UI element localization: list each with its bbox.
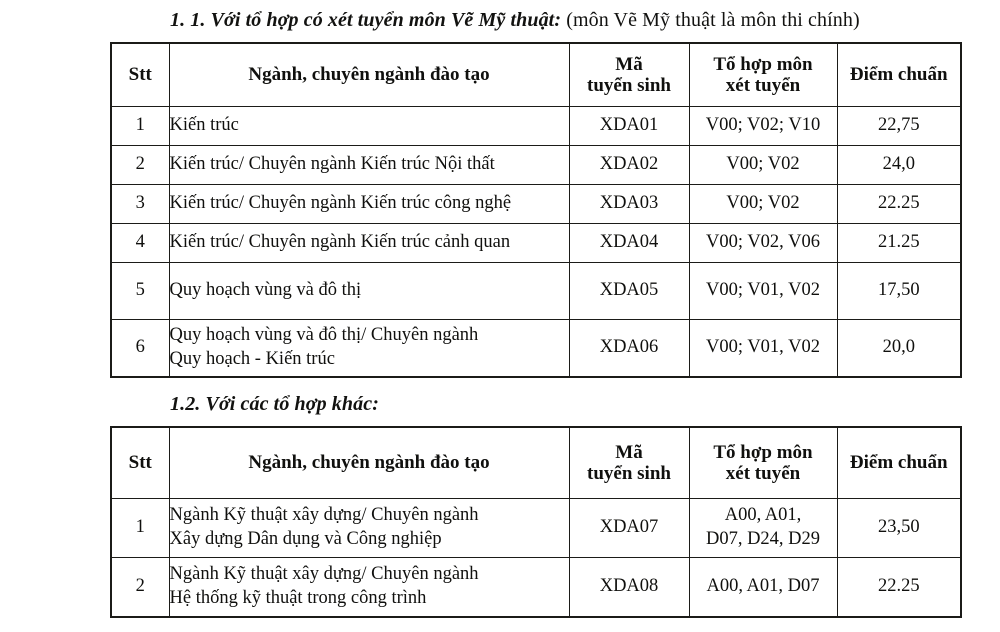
cell-stt: 2 (111, 558, 169, 618)
table-row (111, 224, 961, 263)
table-row (111, 558, 961, 618)
header-stt: Stt (111, 43, 169, 107)
header-combination (689, 427, 837, 499)
header-combination-line2: xét tuyển (725, 463, 801, 484)
cell-major (169, 558, 569, 618)
header-stt: Stt (111, 427, 169, 499)
cell-major-line1: Kiến trúc/ Chuyên ngành Kiến trúc cảnh quan (169, 232, 511, 253)
cell-combination: V00; V02 (689, 185, 837, 224)
header-combination-line1: Tổ hợp môn (713, 441, 813, 463)
cell-major-line1: Ngành Kỹ thuật xây dựng/ Chuyên ngành (169, 505, 479, 526)
cell-stt: 3 (111, 185, 169, 224)
table-row (111, 320, 961, 378)
cell-score: 21.25 (837, 224, 961, 263)
cell-major-line1: Ngành Kỹ thuật xây dựng/ Chuyên ngành (169, 564, 479, 585)
section-1-heading-bold: 1. 1. Với tổ hợp có xét tuyển môn Vẽ Mỹ thuật: (170, 9, 562, 31)
cell-stt: 2 (111, 146, 169, 185)
header-code-line1: Mã (615, 53, 643, 75)
cell-score: 22,75 (837, 107, 961, 146)
cell-major (169, 320, 569, 378)
cell-major (169, 107, 569, 146)
cell-major (169, 146, 569, 185)
table-header (111, 427, 961, 499)
cell-code: XDA05 (569, 263, 689, 320)
cell-code: XDA06 (569, 320, 689, 378)
cell-code: XDA03 (569, 185, 689, 224)
header-code-line1: Mã (615, 441, 643, 463)
cell-major-line1: Kiến trúc/ Chuyên ngành Kiến trúc công nghệ (169, 193, 512, 214)
cell-combination (689, 499, 837, 558)
cell-major (169, 185, 569, 224)
cell-code: XDA01 (569, 107, 689, 146)
cell-combination-line1: A00, A01, D07 (706, 576, 820, 597)
cell-major-line1: Quy hoạch vùng và đô thị (169, 280, 362, 301)
cell-code: XDA07 (569, 499, 689, 558)
cell-combination: V00; V01, V02 (689, 320, 837, 378)
header-combination-line2: xét tuyển (725, 75, 801, 96)
cell-score: 24,0 (837, 146, 961, 185)
cell-combination: V00; V02 (689, 146, 837, 185)
cell-score: 22.25 (837, 558, 961, 618)
admission-table-art (110, 42, 962, 378)
cell-major-line1: Kiến trúc (169, 115, 239, 136)
cell-stt: 4 (111, 224, 169, 263)
section-2-heading-bold: 1.2. Với các tổ hợp khác: (170, 393, 379, 415)
cell-code: XDA02 (569, 146, 689, 185)
table-row (111, 499, 961, 558)
section-1-heading-note: (môn Vẽ Mỹ thuật là môn thi chính) (566, 9, 860, 31)
table-body (111, 499, 961, 618)
cell-major-line2: Quy hoạch - Kiến trúc (169, 349, 335, 369)
cell-score: 17,50 (837, 263, 961, 320)
section-2-heading (0, 378, 1000, 416)
cell-combination: V00; V02; V10 (689, 107, 837, 146)
cell-score: 23,50 (837, 499, 961, 558)
cell-major-line1: Quy hoạch vùng và đô thị/ Chuyên ngành (169, 325, 479, 346)
cell-stt: 1 (111, 499, 169, 558)
cell-major-line1: Kiến trúc/ Chuyên ngành Kiến trúc Nội thất (169, 154, 495, 175)
table-row (111, 107, 961, 146)
table-row (111, 263, 961, 320)
cell-combination: V00; V01, V02 (689, 263, 837, 320)
cell-combination (689, 558, 837, 618)
cell-code: XDA08 (569, 558, 689, 618)
header-code (569, 427, 689, 499)
cell-major (169, 499, 569, 558)
cell-combination: V00; V02, V06 (689, 224, 837, 263)
header-code-line2: tuyển sinh (587, 463, 671, 484)
table-body (111, 107, 961, 378)
header-code-line2: tuyển sinh (587, 75, 671, 96)
table-header-row (111, 43, 961, 107)
cell-stt: 1 (111, 107, 169, 146)
cell-code: XDA04 (569, 224, 689, 263)
table-row (111, 146, 961, 185)
table-header (111, 43, 961, 107)
cell-major-line2: Xây dựng Dân dụng và Công nghiệp (169, 529, 442, 549)
cell-major (169, 263, 569, 320)
cell-stt: 6 (111, 320, 169, 378)
admission-table-other (110, 426, 962, 618)
header-major: Ngành, chuyên ngành đào tạo (169, 43, 569, 107)
header-combination (689, 43, 837, 107)
header-score: Điểm chuẩn (837, 427, 961, 499)
cell-stt: 5 (111, 263, 169, 320)
header-code (569, 43, 689, 107)
header-combination-line1: Tổ hợp môn (713, 53, 813, 75)
table-row (111, 185, 961, 224)
cell-major-line2: Hệ thống kỹ thuật trong công trình (169, 588, 427, 608)
cell-combination-line1: A00, A01, (724, 505, 802, 526)
header-score: Điểm chuẩn (837, 43, 961, 107)
cell-score: 22.25 (837, 185, 961, 224)
header-major: Ngành, chuyên ngành đào tạo (169, 427, 569, 499)
cell-combination-line2: D07, D24, D29 (705, 529, 821, 549)
section-1-heading (0, 0, 1000, 32)
table-header-row (111, 427, 961, 499)
cell-major (169, 224, 569, 263)
cell-score: 20,0 (837, 320, 961, 378)
